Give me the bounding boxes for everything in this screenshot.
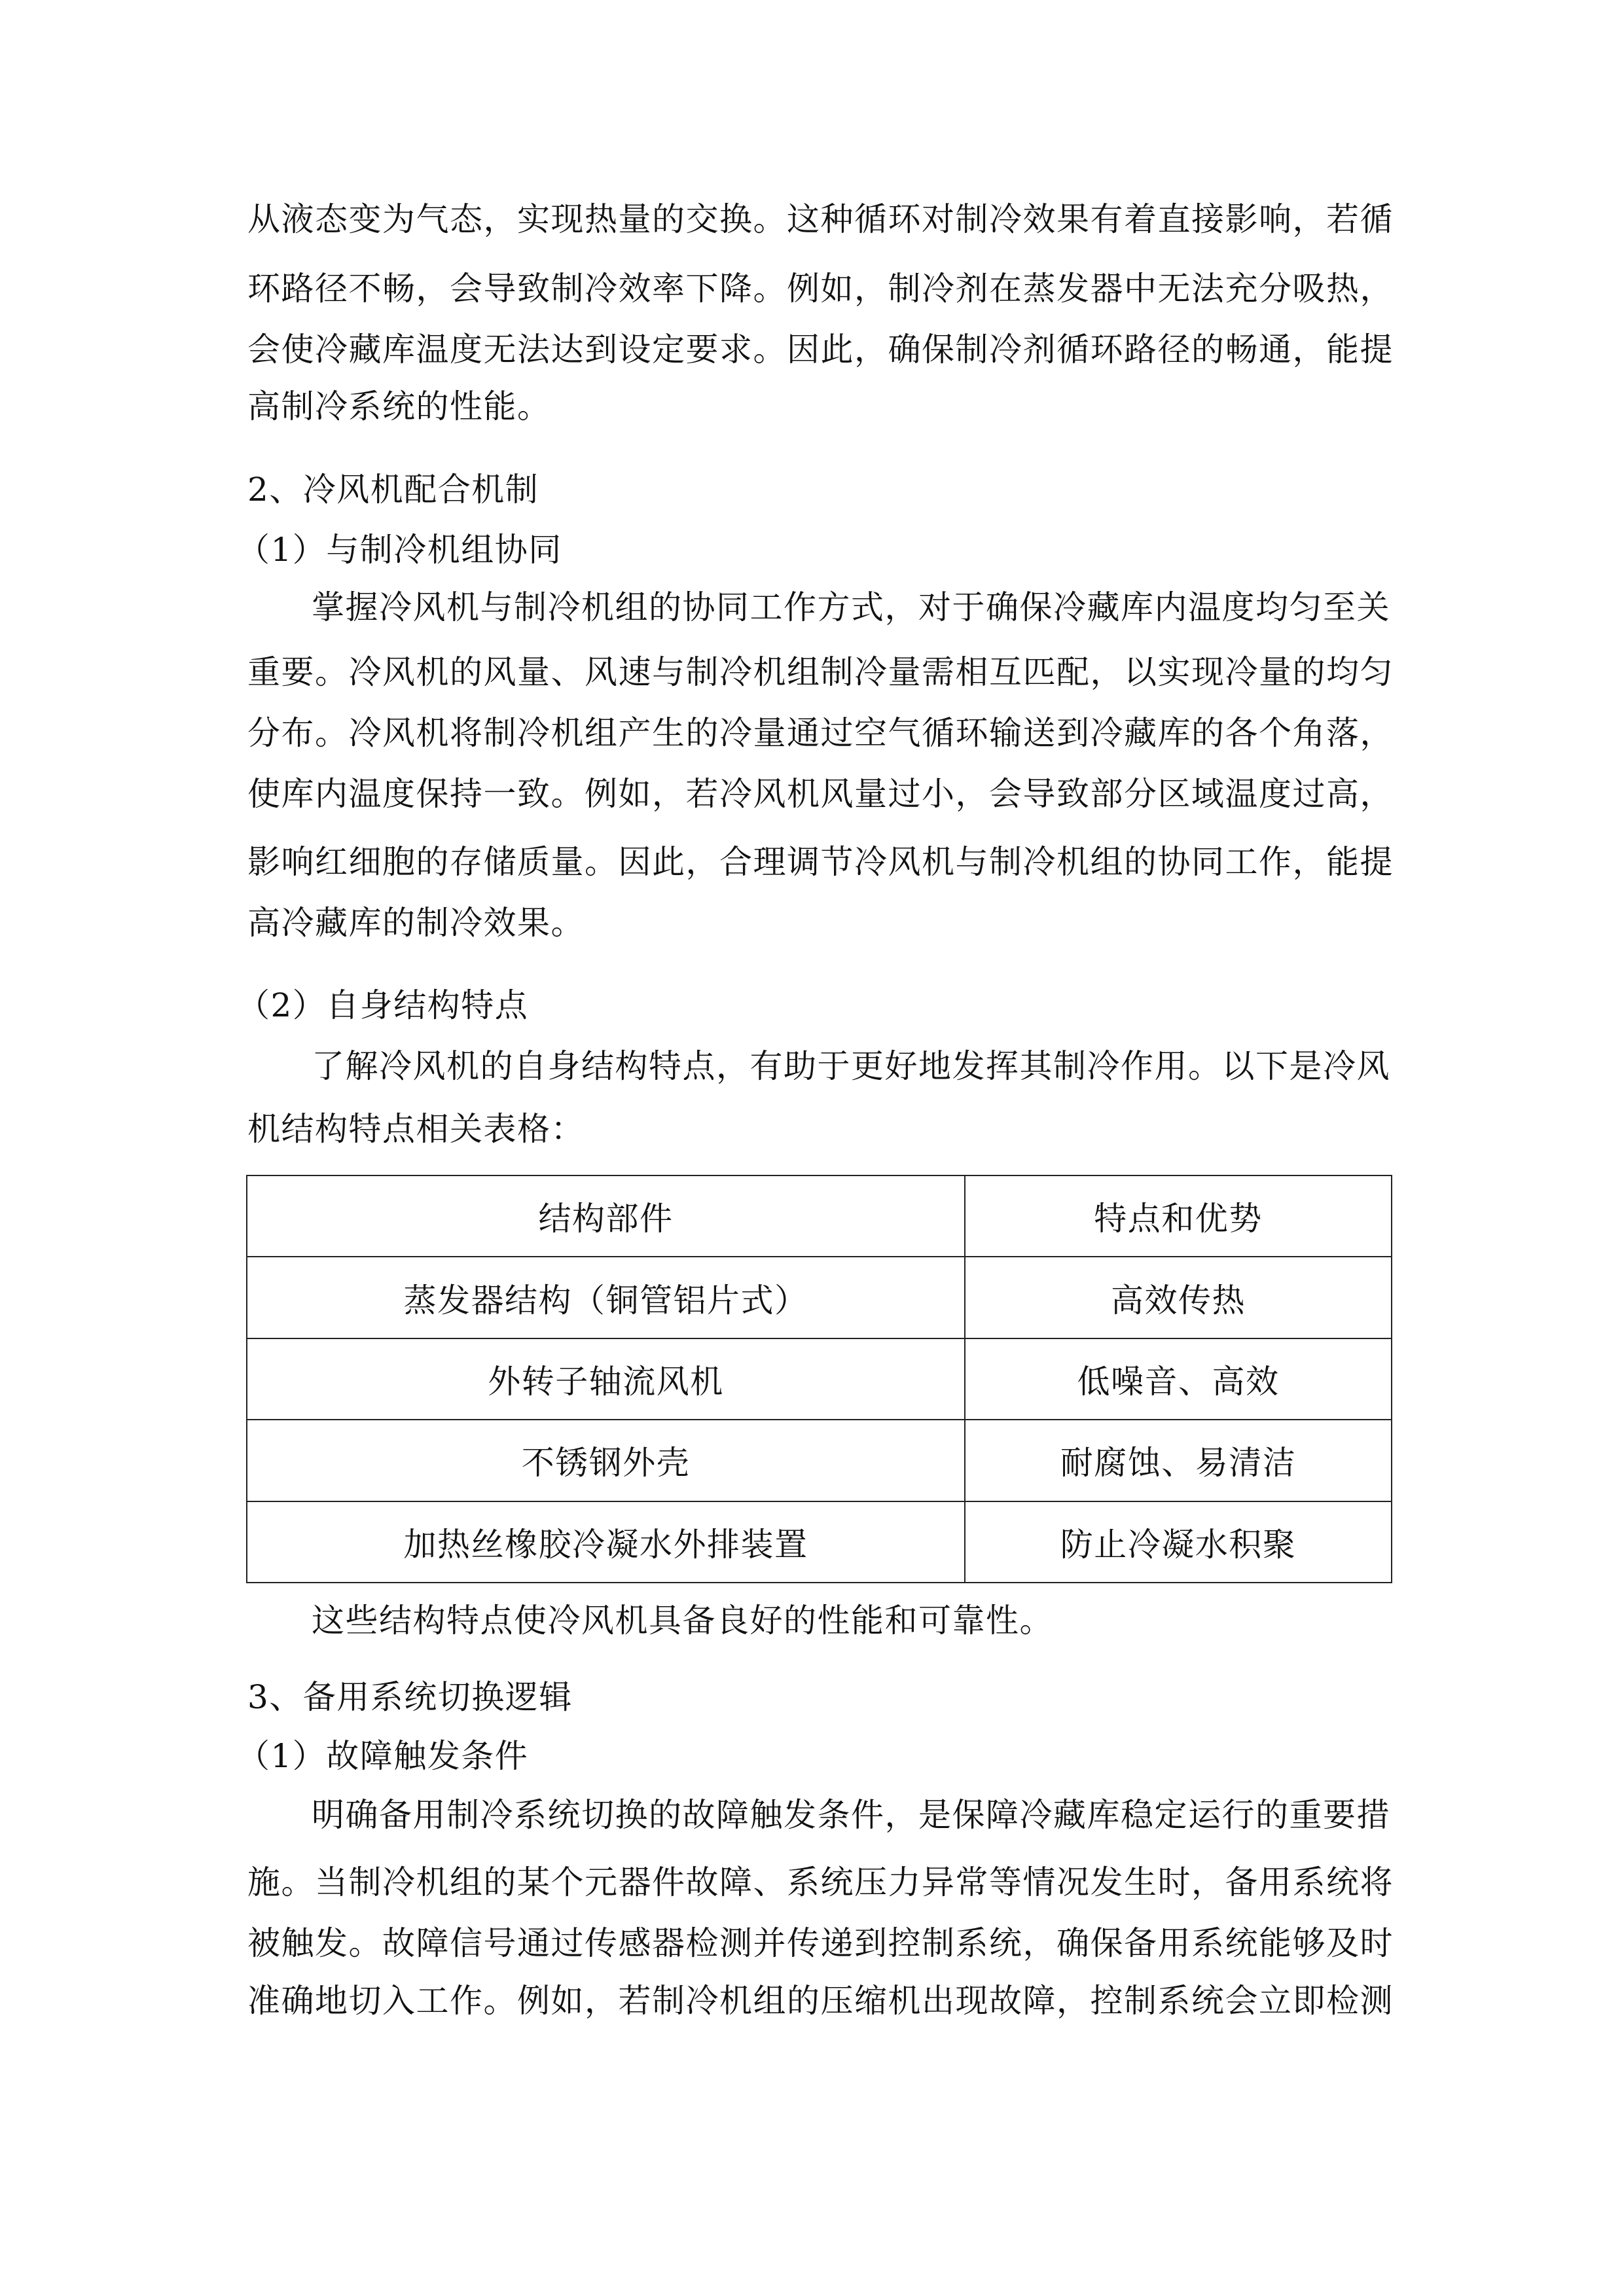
table-cell: 防止冷凝水积聚 xyxy=(965,1501,1392,1583)
table-cell: 加热丝橡胶冷凝水外排装置 xyxy=(247,1501,965,1583)
paragraph-line: 会使冷藏库温度无法达到设定要求。因此，确保制冷剂循环路径的畅通，能提 xyxy=(247,331,1394,368)
paragraph-line: 施。当制冷机组的某个元器件故障、系统压力异常等情况发生时，备用系统将 xyxy=(247,1863,1394,1901)
table-header-cell: 特点和优势 xyxy=(965,1175,1392,1257)
paragraph-line: 分布。冷风机将制冷机组产生的冷量通过空气循环输送到冷藏库的各个角落， xyxy=(247,714,1394,752)
table-row xyxy=(247,1501,1392,1583)
section-heading: 2、冷风机配合机制 xyxy=(247,471,539,509)
paragraph-line: 了解冷风机的自身结构特点，有助于更好地发挥其制冷作用。以下是冷风 xyxy=(312,1047,1390,1085)
table-cell: 蒸发器结构（铜管铝片式） xyxy=(247,1257,965,1338)
table-cell: 外转子轴流风机 xyxy=(247,1338,965,1420)
table-header-cell: 结构部件 xyxy=(247,1175,965,1257)
table-cell: 耐腐蚀、易清洁 xyxy=(965,1420,1392,1501)
paragraph-line: 明确备用制冷系统切换的故障触发条件，是保障冷藏库稳定运行的重要措 xyxy=(312,1796,1390,1834)
paragraph-line: 影响红细胞的存储质量。因此，合理调节冷风机与制冷机组的协同工作，能提 xyxy=(247,843,1394,881)
paragraph-line: 使库内温度保持一致。例如，若冷风机风量过小，会导致部分区域温度过高， xyxy=(247,775,1394,813)
paragraph-line: 掌握冷风机与制冷机组的协同工作方式，对于确保冷藏库内温度均匀至关 xyxy=(312,588,1390,626)
paragraph-line: 被触发。故障信号通过传感器检测并传递到控制系统，确保备用系统能够及时 xyxy=(247,1924,1394,1962)
paragraph-line: 环路径不畅，会导致制冷效率下降。例如，制冷剂在蒸发器中无法充分吸热， xyxy=(247,270,1394,308)
paragraph-line: 从液态变为气态，实现热量的交换。这种循环对制冷效果有着直接影响，若循 xyxy=(247,200,1394,238)
table-row xyxy=(247,1257,1392,1338)
subsection-heading: （2）自身结构特点 xyxy=(237,986,529,1024)
paragraph-line: 这些结构特点使冷风机具备良好的性能和可靠性。 xyxy=(312,1602,1053,1640)
paragraph-line: 高冷藏库的制冷效果。 xyxy=(247,904,585,942)
table-cell: 高效传热 xyxy=(965,1257,1392,1338)
paragraph-line: 重要。冷风机的风量、风速与制冷机组制冷量需相互匹配，以实现冷量的均匀 xyxy=(247,653,1394,691)
table-cell: 低噪音、高效 xyxy=(965,1338,1392,1420)
table-header-row xyxy=(247,1175,1392,1257)
structure-features-table xyxy=(246,1175,1392,1583)
table-cell: 不锈钢外壳 xyxy=(247,1420,965,1501)
paragraph-line: 准确地切入工作。例如，若制冷机组的压缩机出现故障，控制系统会立即检测 xyxy=(247,1982,1394,2020)
paragraph-line: 高制冷系统的性能。 xyxy=(247,387,551,425)
subsection-heading: （1）与制冷机组协同 xyxy=(237,531,562,569)
paragraph-line: 机结构特点相关表格： xyxy=(247,1110,585,1148)
table-row xyxy=(247,1338,1392,1420)
subsection-heading: （1）故障触发条件 xyxy=(237,1737,529,1775)
section-heading: 3、备用系统切换逻辑 xyxy=(247,1678,573,1716)
table-row xyxy=(247,1420,1392,1501)
